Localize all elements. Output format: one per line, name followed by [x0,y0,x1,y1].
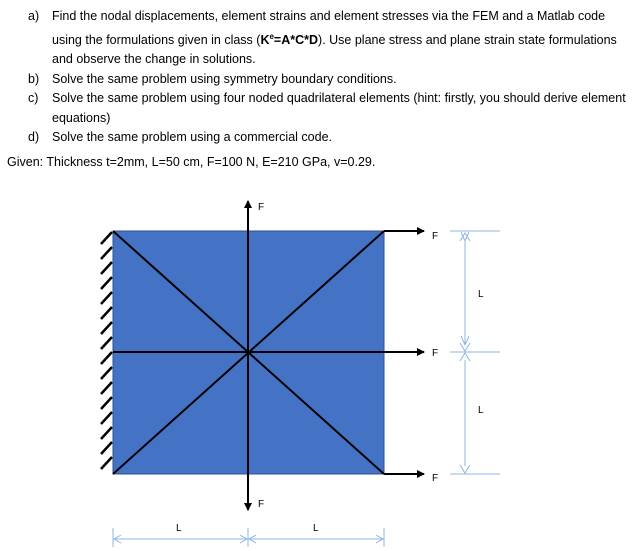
force-label-right-bottom: F [432,473,439,484]
formula-superscript: e [269,31,274,41]
task-label: d) [28,130,40,145]
task-text: Solve the same problem using a commercial code. [52,130,332,145]
force-label-right-middle: F [432,348,439,359]
formula-rhs: =A*C*D [273,32,319,47]
length-label-lower: L [478,405,484,416]
horizontal-dimension [113,528,384,547]
task-text-part: ). Use plane stress and plane strain state formulations and observe the change in solutions. [52,32,617,67]
force-label-top: F [258,202,265,213]
formula-k-symbol: K [260,32,270,47]
force-label-bottom: F [258,499,265,510]
element-mesh [113,231,384,474]
length-label-upper: L [478,289,484,300]
length-label-right: L [313,523,319,534]
task-label: c) [28,91,39,106]
task-label: b) [28,71,40,86]
length-label-left: L [176,523,182,534]
force-label-right-top: F [432,231,439,242]
vertical-dimension [450,231,500,474]
task-text: Solve the same problem using symmetry boundary conditions. [52,71,397,86]
given-parameters: Given: Thickness t=2mm, L=50 cm, F=100 N, E=210 GPa, v=0.29. [7,155,376,169]
task-text-part: Find the nodal displacements, element strains and element stresses via the FEM and a Matlab code using the formulations given in class ( [52,9,606,47]
fixed-support-hatching [101,232,112,469]
task-label: a) [28,9,40,23]
task-text: Solve the same problem using four noded quadrilateral elements (hint: firstly, you should derive element equations) [52,91,626,125]
